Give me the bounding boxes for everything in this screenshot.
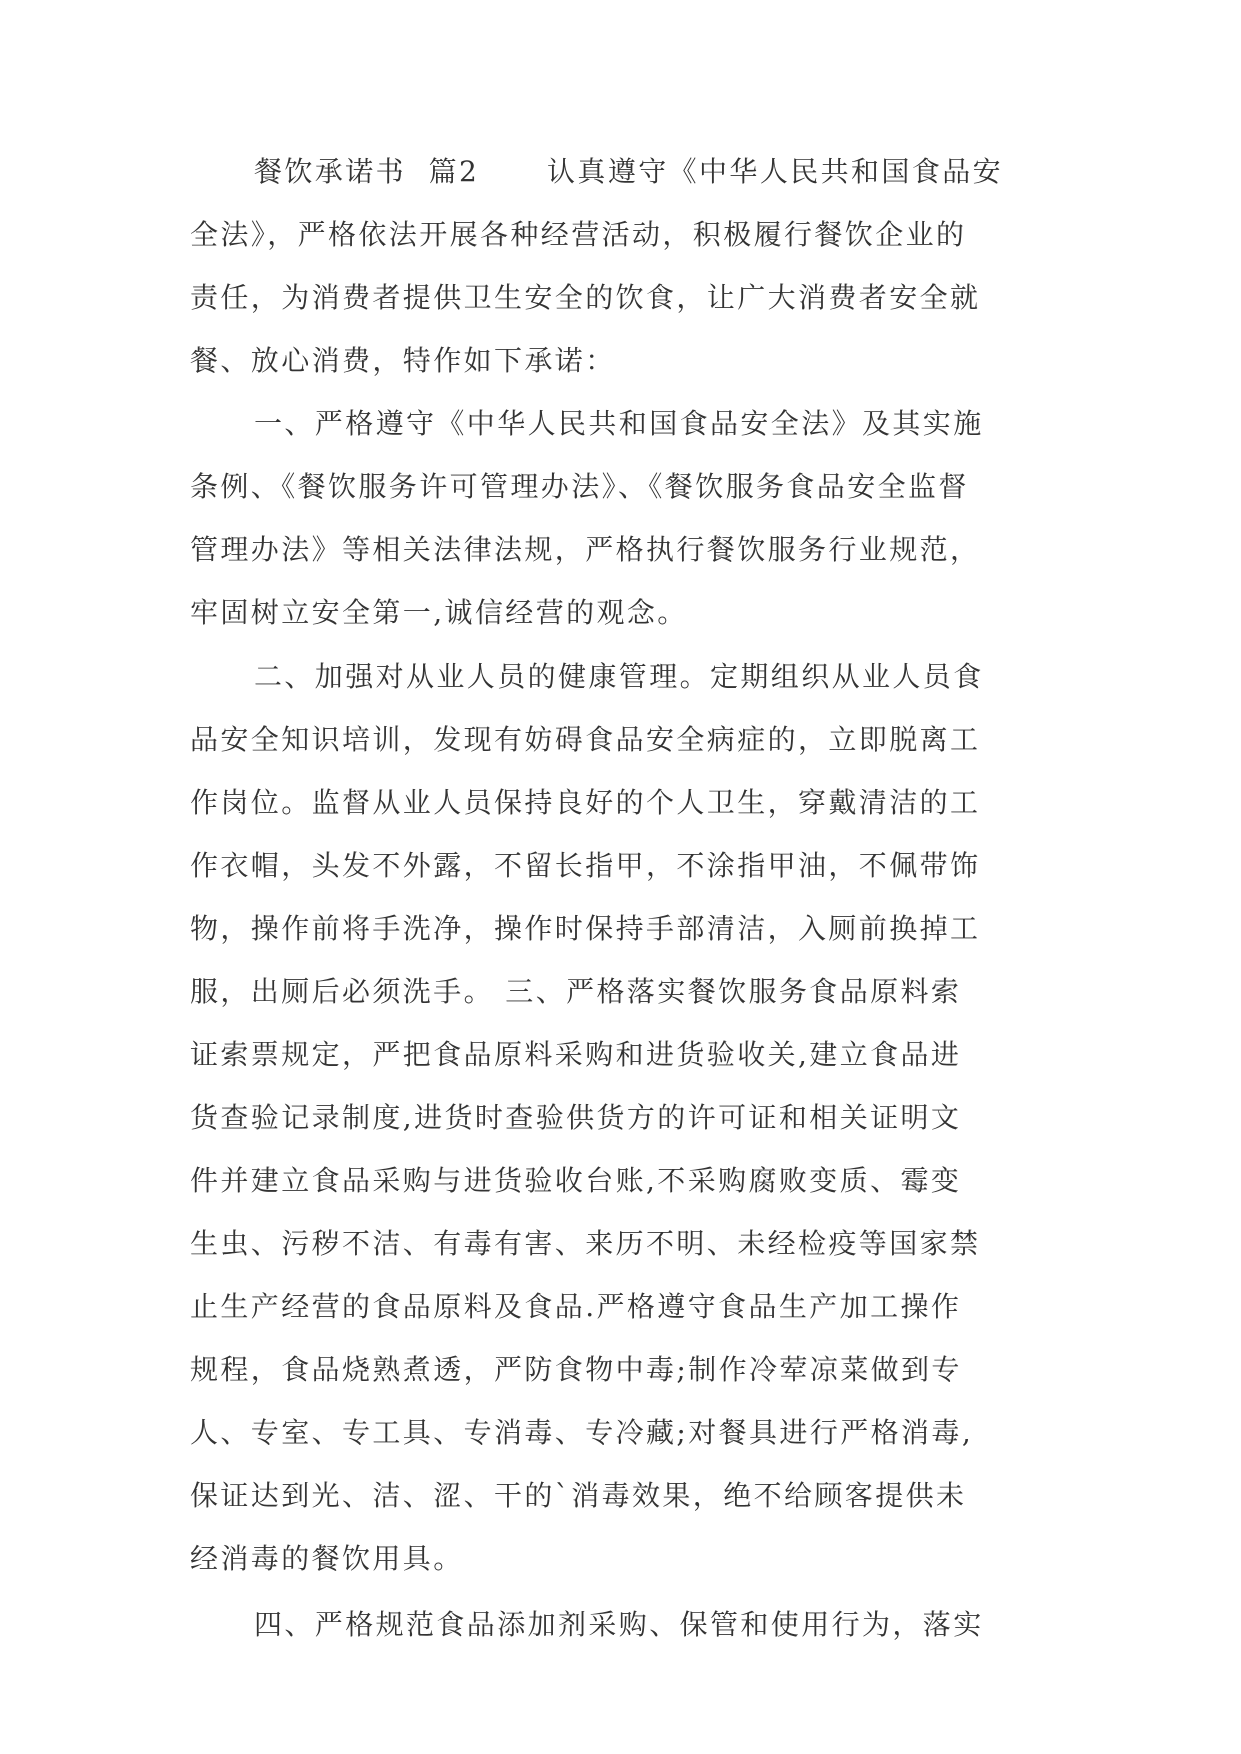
text-line: 保证达到光、洁、涩、干的`消毒效果，绝不给顾客提供未 [190,1479,967,1512]
text-line: 全法》，严格依法开展各种经营活动，积极履行餐饮企业的 [190,218,967,251]
text-line: 物，操作前将手洗净，操作时保持手部清洁，入厕前换掉工 [190,912,981,945]
text-line: 品安全知识培训，发现有妨碍食品安全病症的，立即脱离工 [190,723,981,756]
text-line: 餐饮承诺书 篇2 认真遵守《中华人民共和国食品安 [254,155,1004,188]
text-line: 人、专室、专工具、专消毒、专冷藏;对餐具进行严格消毒, [190,1416,974,1449]
text-line: 牢固树立安全第一,诚信经营的观念。 [190,596,688,629]
text-line: 规程，食品烧熟煮透，严防食物中毒;制作冷荤凉菜做到专 [190,1353,962,1386]
text-line: 四、严格规范食品添加剂采购、保管和使用行为，落实 [254,1608,984,1641]
text-line: 一、严格遵守《中华人民共和国食品安全法》及其实施 [254,407,984,440]
text-line: 餐、放心消费，特作如下承诺： [190,344,616,377]
paragraph-3 [190,645,1070,1590]
paragraph-4 [190,1593,1070,1656]
text-line: 服，出厕后必须洗手。 三、严格落实餐饮服务食品原料索 [190,975,962,1008]
paragraph-1 [190,140,1070,392]
text-line: 二、加强对从业人员的健康管理。定期组织从业人员食 [254,660,984,693]
text-line: 生虫、污秽不洁、有毒有害、来历不明、未经检疫等国家禁 [190,1227,981,1260]
text-line: 经消毒的餐饮用具。 [190,1542,464,1575]
text-line: 止生产经营的食品原料及食品.严格遵守食品生产加工操作 [190,1290,962,1323]
text-line: 条例、《餐饮服务许可管理办法》、《餐饮服务食品安全监督 [190,470,969,503]
paragraph-2 [190,392,1070,644]
text-line: 作岗位。监督从业人员保持良好的个人卫生，穿戴清洁的工 [190,786,981,819]
text-line: 货查验记录制度,进货时查验供货方的许可证和相关证明文 [190,1101,962,1134]
text-line: 件并建立食品采购与进货验收台账,不采购腐败变质、霉变 [190,1164,962,1197]
text-line: 作衣帽，头发不外露，不留长指甲，不涂指甲油，不佩带饰 [190,849,981,882]
text-line: 责任，为消费者提供卫生安全的饮食，让广大消费者安全就 [190,281,981,314]
text-line: 证索票规定，严把食品原料采购和进货验收关,建立食品进 [190,1038,962,1071]
text-line: 管理办法》等相关法律法规，严格执行餐饮服务行业规范， [190,533,981,566]
